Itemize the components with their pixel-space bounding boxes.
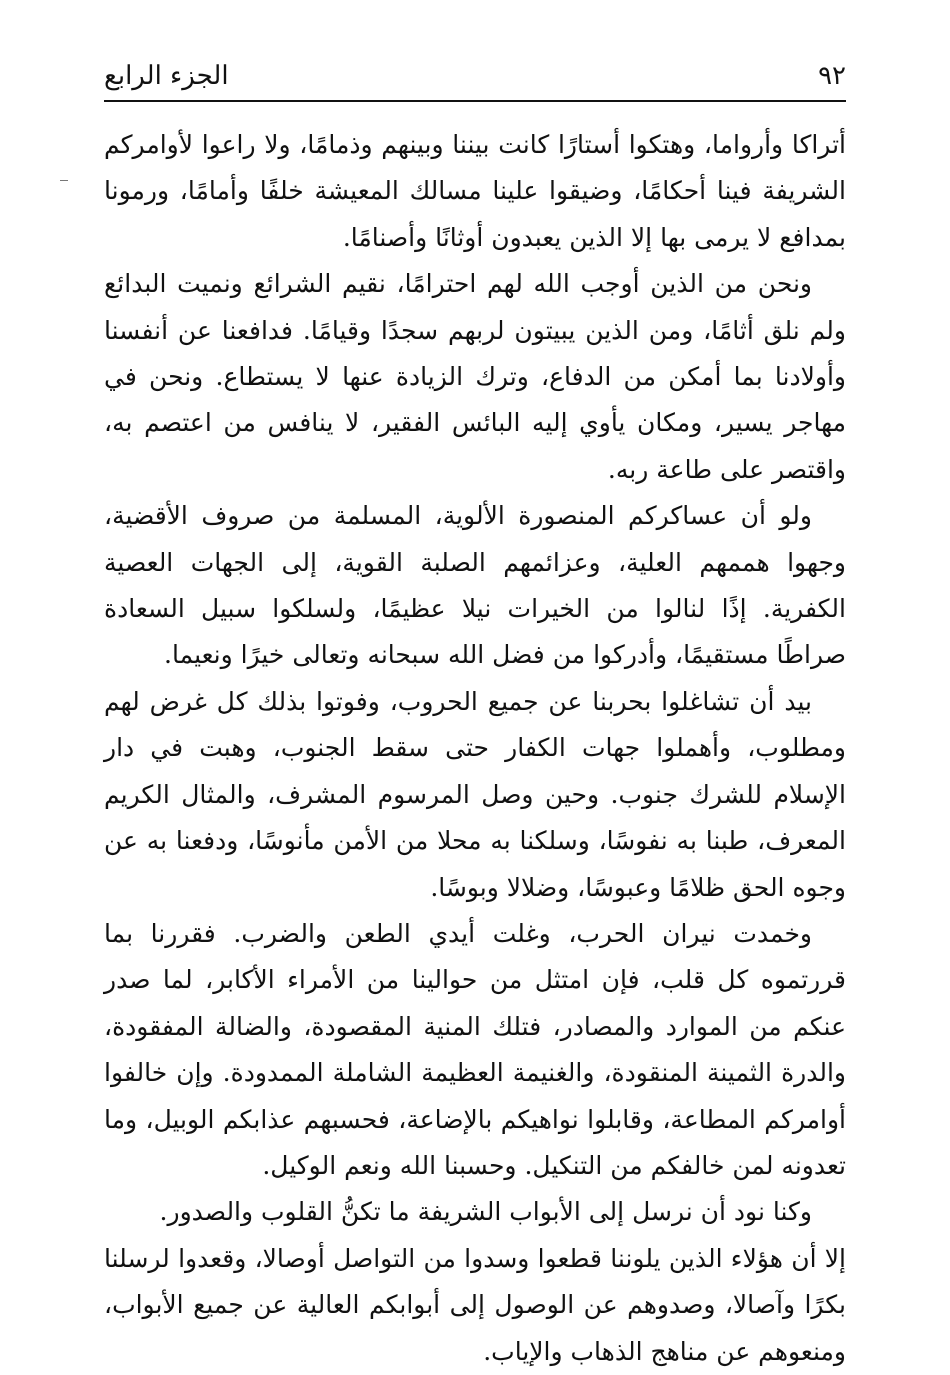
margin-mark: [60, 180, 68, 181]
paragraph: وكنا نود أن نرسل إلى الأبواب الشريفة ما تكنُّ القلوب والصدور.: [159, 1197, 812, 1227]
paragraph: ونحن من الذين أوجب الله لهم احترامًا، نقيم الشرائع ونميت البدائع ولم نلق أثامًا، ومن الذين يبيتون لربهم سجدًا وقيامًا. فدافعنا عن أنفسنا وأولادنا بما أمكن من الدفاع، وترك الزيادة عنها لا يستطاع. ونحن في مهاجر يسير، ومكان يأوي إليه البائس الفقير، لا ينافس من اعتصم به، واقتصر على طاعة ربه.: [104, 269, 846, 484]
page-header: [104, 52, 846, 96]
paragraph: أتراكا وأرواما، وهتكوا أستارًا كانت بيننا وبينهم وذمامًا، ولا راعوا لأوامركم الشريفة فينا أحكامًا، وضيقوا علينا مسالك المعيشة خلفًا وأمامًا، ورمونا بمدافع لا يرمى بها إلا الذين يعبدون أوثانًا وأصنامًا.: [104, 130, 846, 252]
paragraph: بيد أن تشاغلوا بحربنا عن جميع الحروب، وفوتوا بذلك كل غرض لهم ومطلوب، وأهملوا جهات الكفار حتى سقط الجنوب، وهبت في دار الإسلام للشرك جنوب. وحين وصل المرسوم المشرف، والمثال الكريم المعرف، طبنا به نفوسًا، وسلكنا به محلا من الأمن مأنوسًا، ودفعنا به عن وجوه الحق ظلامًا وعبوسًا، وضلالا وبوسًا.: [104, 686, 846, 902]
paragraph: ولو أن عساكركم المنصورة الألوية، المسلمة من صروف الأقضية، وجهوا هممهم العلية، وعزائمهم الصلبة القوية، إلى الجهات العصية الكفرية. إذًا لنالوا من الخيرات نيلا عظيمًا، ولسلكوا سبيل السعادة صراطًا مستقيمًا، وأدركوا من فضل الله سبحانه وتعالى خيرًا ونعيما.: [104, 501, 846, 670]
paragraph: إلا أن هؤلاء الذين يلوننا قطعوا وسدوا من التواصل أوصالا، وقعدوا لرسلنا بكرًا وآصالا، وصدوهم عن الوصول إلى أبوابكم العالية عن جميع الأبواب، ومنعوهم عن مناهج الذهاب والإياب.: [104, 1243, 847, 1366]
running-title: الجزء الرابع: [104, 61, 229, 91]
body-text: [104, 122, 846, 1375]
paragraph: وخمدت نيران الحرب، وغلت أيدي الطعن والضرب. فقررنا بما قررتموه كل قلب، فإن امتثل من حوالينا من الأمراء الأكابر، لما صدر عنكم من الموارد والمصادر، فتلك المنية المقصودة، والضالة المفقودة، والدرة الثمينة المنقودة، والغنيمة العظيمة الشاملة الممدودة. وإن خالفوا أوامركم المطاعة، وقابلوا نواهيكم بالإضاعة، فحسبهم عذابكم الوبيل، وما تعدونه لمن خالفكم من التنكيل. وحسبنا الله ونعم الوكيل.: [104, 918, 846, 1180]
page-number: ٩٢: [818, 61, 846, 91]
header-rule: [104, 100, 846, 102]
